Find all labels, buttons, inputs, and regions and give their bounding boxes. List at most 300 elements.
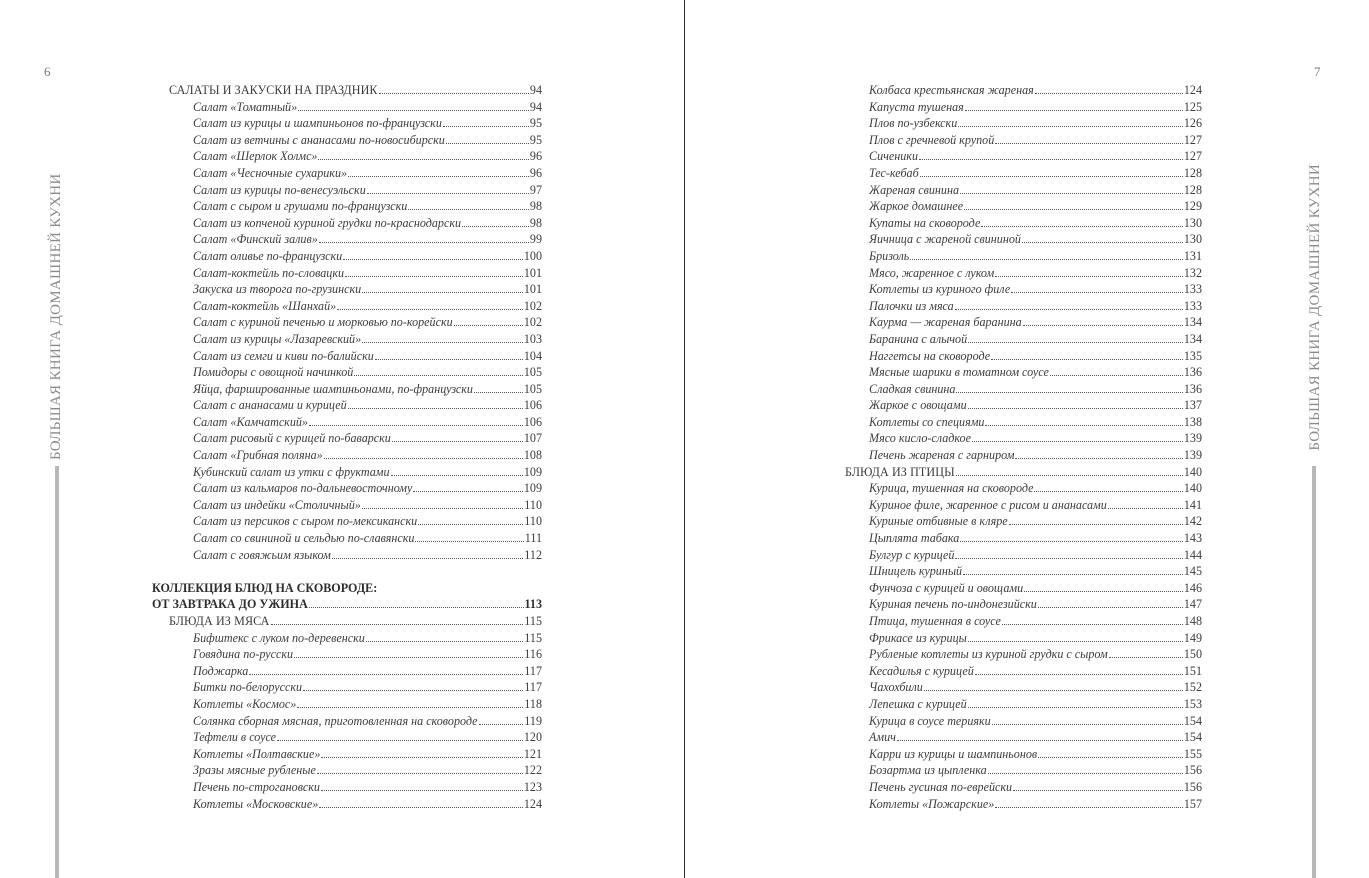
toc-entry-title: Каурма — жареная баранина bbox=[869, 315, 1022, 330]
toc-leader-dots bbox=[960, 541, 1183, 542]
toc-entry[interactable] bbox=[152, 762, 542, 779]
toc-entry[interactable] bbox=[828, 248, 1202, 265]
toc-entry[interactable] bbox=[152, 480, 542, 497]
toc-entry[interactable] bbox=[152, 663, 542, 680]
toc-entry-page: 133 bbox=[1183, 282, 1202, 297]
toc-entry-title: Жаркое домашнее bbox=[869, 199, 964, 214]
toc-entry[interactable] bbox=[152, 364, 542, 381]
toc-entry-page: 106 bbox=[523, 414, 542, 429]
toc-entry[interactable] bbox=[828, 364, 1202, 381]
toc-entry-title: Куриное филе, жаренное с рисом и ананасами bbox=[869, 497, 1107, 512]
toc-entry-page: 153 bbox=[1183, 696, 1202, 711]
toc-spacer bbox=[152, 563, 542, 580]
toc-entry-page: 134 bbox=[1183, 331, 1202, 346]
toc-entry[interactable] bbox=[152, 596, 542, 613]
toc-leader-dots bbox=[972, 441, 1183, 442]
toc-entry-title: Сиченики bbox=[869, 149, 919, 164]
toc-entry-title: Бозартма из цыпленка bbox=[869, 763, 987, 778]
toc-entry-title: Салат рисовый с курицей по-баварски bbox=[193, 431, 391, 446]
toc-entry-title: Солянка сборная мясная, приготовленная на сковороде bbox=[193, 713, 478, 728]
toc-entry[interactable] bbox=[152, 729, 542, 746]
toc-entry-title: Поджарка bbox=[193, 663, 249, 678]
toc-entry-page: 146 bbox=[1183, 580, 1202, 595]
toc-entry-page: 104 bbox=[523, 348, 542, 363]
toc-entry-title: Бризоль bbox=[869, 248, 910, 263]
toc-entry-page: 110 bbox=[524, 497, 542, 512]
toc-entry-page: 120 bbox=[523, 730, 542, 745]
toc-entry[interactable] bbox=[152, 646, 542, 663]
toc-entry-page: 149 bbox=[1183, 630, 1202, 645]
toc-entry[interactable] bbox=[828, 314, 1202, 331]
toc-leader-dots bbox=[271, 624, 524, 625]
toc-entry-title: Тес-кебаб bbox=[869, 165, 919, 180]
toc-entry[interactable] bbox=[828, 348, 1202, 365]
toc-leader-dots bbox=[1038, 607, 1183, 608]
toc-entry[interactable] bbox=[152, 447, 542, 464]
toc-entry[interactable] bbox=[152, 696, 542, 713]
toc-entry-page: 119 bbox=[524, 713, 542, 728]
toc-entry-page: 108 bbox=[523, 448, 542, 463]
toc-entry-page: 151 bbox=[1183, 663, 1202, 678]
toc-leader-dots bbox=[298, 110, 529, 111]
toc-entry[interactable] bbox=[828, 381, 1202, 398]
toc-entry-page: 135 bbox=[1183, 348, 1202, 363]
toc-entry[interactable] bbox=[152, 281, 542, 298]
toc-entry-page: 98 bbox=[529, 215, 542, 230]
toc-entry[interactable] bbox=[828, 679, 1202, 696]
toc-leader-dots bbox=[955, 558, 1182, 559]
toc-leader-dots bbox=[309, 425, 523, 426]
toc-entry-title: Котлеты «Космос» bbox=[193, 696, 297, 711]
toc-entry[interactable] bbox=[828, 464, 1202, 481]
toc-entry[interactable] bbox=[828, 713, 1202, 730]
toc-entry[interactable] bbox=[152, 348, 542, 365]
toc-entry[interactable] bbox=[152, 613, 542, 630]
toc-entry-page: 97 bbox=[529, 182, 542, 197]
toc-leader-dots bbox=[910, 259, 1183, 260]
toc-entry[interactable] bbox=[828, 513, 1202, 530]
toc-entry-title: Наггетсы на сковороде bbox=[869, 348, 991, 363]
toc-entry-page: 111 bbox=[524, 531, 542, 546]
toc-leader-dots bbox=[968, 408, 1183, 409]
toc-leader-dots bbox=[988, 773, 1183, 774]
toc-entry-title: Бифштекс с луком по-деревенски bbox=[193, 630, 365, 645]
toc-leader-dots bbox=[965, 110, 1183, 111]
toc-leader-dots bbox=[408, 209, 529, 210]
toc-entry-page: 127 bbox=[1183, 149, 1202, 164]
toc-leader-dots bbox=[956, 475, 1183, 476]
toc-entry[interactable] bbox=[152, 231, 542, 248]
toc-entry[interactable] bbox=[828, 298, 1202, 315]
toc-entry-title: Яичница с жареной свининой bbox=[869, 232, 1021, 247]
toc-entry[interactable] bbox=[152, 265, 542, 282]
toc-entry-title: Салат из ветчины с ананасами по-новосибирски bbox=[193, 132, 445, 147]
toc-leader-dots bbox=[1108, 508, 1183, 509]
toc-leader-dots bbox=[924, 690, 1183, 691]
toc-entry-title: Зразы мясные рубленые bbox=[193, 763, 316, 778]
toc-leader-dots bbox=[446, 143, 529, 144]
toc-leader-dots bbox=[391, 475, 523, 476]
toc-entry-title: Салат с говяжьим языком bbox=[193, 547, 331, 562]
toc-entry-title: БЛЮДА ИЗ ПТИЦЫ bbox=[845, 464, 955, 479]
toc-entry-page: 144 bbox=[1183, 547, 1202, 562]
toc-entry-page: 152 bbox=[1183, 680, 1202, 695]
toc-entry[interactable] bbox=[152, 497, 542, 514]
toc-entry-title: Жареная свинина bbox=[869, 182, 959, 197]
toc-entry-title: Курица в соусе терияки bbox=[869, 713, 991, 728]
toc-leader-dots bbox=[1024, 591, 1183, 592]
toc-leader-dots bbox=[991, 359, 1183, 360]
toc-entry-title: БЛЮДА ИЗ МЯСА bbox=[169, 614, 270, 628]
toc-entry-page: 128 bbox=[1183, 165, 1202, 180]
toc-entry[interactable] bbox=[828, 630, 1202, 647]
toc-entry[interactable] bbox=[152, 746, 542, 763]
toc-leader-dots bbox=[1023, 325, 1183, 326]
toc-leader-dots bbox=[375, 359, 523, 360]
toc-entry-page: 142 bbox=[1183, 514, 1202, 529]
right-page bbox=[685, 0, 1369, 878]
toc-entry-page: 128 bbox=[1183, 182, 1202, 197]
toc-entry-page: 125 bbox=[1183, 99, 1202, 114]
toc-entry[interactable] bbox=[152, 464, 542, 481]
toc-entry[interactable] bbox=[152, 397, 542, 414]
toc-entry-page: 154 bbox=[1183, 713, 1202, 728]
toc-entry-title: Фрикасе из курицы bbox=[869, 630, 967, 645]
toc-leader-dots bbox=[294, 657, 523, 658]
toc-entry-page: 113 bbox=[524, 597, 542, 612]
toc-leader-dots bbox=[995, 807, 1183, 808]
toc-leader-dots bbox=[309, 607, 524, 608]
toc-entry-page: 156 bbox=[1183, 763, 1202, 778]
toc-entry[interactable] bbox=[828, 746, 1202, 763]
toc-entry-page: 109 bbox=[523, 464, 542, 479]
toc-entry[interactable] bbox=[828, 265, 1202, 282]
toc-entry-page: 102 bbox=[523, 298, 542, 313]
toc-right bbox=[828, 82, 1202, 812]
toc-entry[interactable] bbox=[828, 547, 1202, 564]
toc-entry[interactable] bbox=[828, 480, 1202, 497]
toc-entry[interactable] bbox=[828, 82, 1202, 99]
toc-entry[interactable] bbox=[828, 580, 1202, 597]
toc-entry-title: Салат «Томатный» bbox=[193, 99, 298, 114]
toc-entry-title: Салат с куриной печенью и морковью по-корейски bbox=[193, 315, 453, 330]
toc-entry[interactable] bbox=[152, 331, 542, 348]
toc-leader-dots bbox=[981, 226, 1183, 227]
toc-entry-page: 150 bbox=[1183, 647, 1202, 662]
toc-leader-dots bbox=[968, 641, 1183, 642]
toc-entry-page: 148 bbox=[1183, 614, 1202, 628]
toc-entry-page: 102 bbox=[523, 315, 542, 330]
toc-entry-title: Салат «Финский залив» bbox=[193, 232, 318, 247]
toc-leader-dots bbox=[1050, 375, 1183, 376]
toc-entry-page: 139 bbox=[1183, 431, 1202, 446]
toc-entry-title: Плов с гречневой крупой bbox=[869, 132, 995, 147]
toc-entry-title: Салат с ананасами и курицей bbox=[193, 398, 347, 413]
toc-leader-dots bbox=[1035, 93, 1183, 94]
toc-leader-dots bbox=[345, 276, 523, 277]
toc-entry-page: 117 bbox=[524, 680, 542, 695]
toc-entry[interactable] bbox=[152, 430, 542, 447]
toc-entry[interactable] bbox=[152, 182, 542, 199]
toc-entry-page: 98 bbox=[529, 199, 542, 214]
toc-entry-page: 96 bbox=[529, 149, 542, 164]
toc-entry[interactable] bbox=[828, 530, 1202, 547]
toc-entry-title: Мясные шарики в томатном соусе bbox=[869, 365, 1049, 380]
toc-entry-page: 139 bbox=[1183, 448, 1202, 463]
toc-leader-dots bbox=[1034, 491, 1182, 492]
toc-leader-dots bbox=[321, 790, 523, 791]
toc-entry-page: 141 bbox=[1183, 497, 1202, 512]
toc-leader-dots bbox=[1013, 790, 1183, 791]
toc-entry-title: Фунчоза с курицей и овощами bbox=[869, 580, 1024, 595]
toc-entry-page: 107 bbox=[523, 431, 542, 446]
toc-entry[interactable] bbox=[828, 198, 1202, 215]
toc-entry-title: Печень жареная с гарниром bbox=[869, 448, 1015, 463]
toc-leader-dots bbox=[343, 259, 523, 260]
toc-entry-title: Сладкая свинина bbox=[869, 381, 956, 396]
toc-leader-dots bbox=[474, 392, 523, 393]
toc-entry[interactable] bbox=[152, 132, 542, 149]
toc-leader-dots bbox=[318, 159, 528, 160]
toc-entry[interactable] bbox=[152, 796, 542, 813]
toc-leader-dots bbox=[1011, 292, 1183, 293]
toc-entry[interactable] bbox=[152, 148, 542, 165]
toc-entry-title: Котлеты «Пожарские» bbox=[869, 796, 995, 811]
toc-leader-dots bbox=[995, 143, 1183, 144]
toc-entry-page: 94 bbox=[529, 99, 542, 114]
toc-leader-dots bbox=[992, 724, 1183, 725]
toc-entry-title: Салат с сыром и грушами по-французски bbox=[193, 199, 408, 214]
toc-entry[interactable] bbox=[152, 513, 542, 530]
toc-entry[interactable] bbox=[828, 613, 1202, 630]
toc-entry-title: Тефтели в соусе bbox=[193, 730, 277, 745]
toc-entry-page: 134 bbox=[1183, 315, 1202, 330]
toc-leader-dots bbox=[1038, 757, 1183, 758]
toc-leader-dots bbox=[963, 574, 1183, 575]
toc-leader-dots bbox=[919, 159, 1183, 160]
toc-entry-page: 109 bbox=[523, 481, 542, 496]
toc-entry-page: 101 bbox=[523, 282, 542, 297]
toc-entry-page: 140 bbox=[1183, 481, 1202, 496]
toc-leader-dots bbox=[392, 441, 523, 442]
toc-entry[interactable] bbox=[828, 596, 1202, 613]
toc-entry[interactable] bbox=[152, 314, 542, 331]
toc-entry-page: 136 bbox=[1183, 381, 1202, 396]
toc-leader-dots bbox=[964, 209, 1183, 210]
toc-entry-page: 100 bbox=[523, 248, 542, 263]
toc-entry[interactable] bbox=[152, 82, 542, 99]
toc-leader-dots bbox=[1009, 524, 1183, 525]
toc-entry-title: Курица, тушенная на сковороде bbox=[869, 481, 1034, 496]
toc-entry[interactable] bbox=[152, 215, 542, 232]
toc-entry[interactable] bbox=[152, 381, 542, 398]
toc-entry-title: Птица, тушенная в соусе bbox=[869, 614, 1001, 628]
toc-entry-title: Салат из копченой куриной грудки по-краснодарски bbox=[193, 215, 462, 230]
toc-entry-page: 116 bbox=[524, 647, 542, 662]
toc-entry[interactable] bbox=[828, 497, 1202, 514]
toc-entry-page: 106 bbox=[523, 398, 542, 413]
toc-entry-page: 126 bbox=[1183, 116, 1202, 131]
toc-entry[interactable] bbox=[828, 779, 1202, 796]
toc-leader-dots bbox=[348, 408, 523, 409]
toc-leader-dots bbox=[379, 93, 529, 94]
toc-entry-title: Битки по-белорусски bbox=[193, 680, 303, 695]
toc-entry-title: Салат из курицы «Лазаревский» bbox=[193, 331, 362, 346]
toc-entry[interactable] bbox=[152, 779, 542, 796]
toc-entry-page: 117 bbox=[524, 663, 542, 678]
toc-entry-page: 103 bbox=[523, 331, 542, 346]
toc-entry-page: 140 bbox=[1183, 464, 1202, 479]
toc-entry[interactable] bbox=[828, 414, 1202, 431]
toc-entry-title: Говядина по-русски bbox=[193, 647, 294, 662]
toc-entry-title: Салат из персиков с сыром по-мексикански bbox=[193, 514, 418, 529]
toc-entry[interactable] bbox=[152, 530, 542, 547]
toc-leader-dots bbox=[479, 724, 524, 725]
toc-entry-page: 157 bbox=[1183, 796, 1202, 811]
toc-entry[interactable] bbox=[828, 215, 1202, 232]
toc-entry[interactable] bbox=[152, 99, 542, 116]
toc-leader-dots bbox=[1015, 458, 1182, 459]
toc-entry-page: 115 bbox=[524, 614, 542, 628]
toc-entry[interactable] bbox=[828, 132, 1202, 149]
toc-leader-dots bbox=[995, 276, 1183, 277]
toc-entry[interactable] bbox=[828, 115, 1202, 132]
page-number-right: 7 bbox=[1314, 64, 1321, 79]
toc-entry-page: 122 bbox=[523, 763, 542, 778]
toc-leader-dots bbox=[415, 541, 523, 542]
toc-leader-dots bbox=[985, 425, 1182, 426]
toc-entry[interactable] bbox=[152, 198, 542, 215]
toc-leader-dots bbox=[348, 176, 529, 177]
toc-entry-title: ОТ ЗАВТРАКА ДО УЖИНА bbox=[152, 597, 308, 612]
toc-entry-title: Чахохбили bbox=[869, 680, 923, 695]
toc-entry[interactable] bbox=[152, 115, 542, 132]
toc-entry-page: 123 bbox=[523, 779, 542, 794]
toc-leader-dots bbox=[366, 641, 523, 642]
toc-entry-page: 99 bbox=[529, 232, 542, 247]
toc-entry[interactable] bbox=[152, 414, 542, 431]
toc-entry-title: Колбаса крестьянская жареная bbox=[869, 83, 1034, 97]
toc-entry-title: Амич bbox=[869, 730, 896, 745]
toc-entry-title: Салат-коктейль по-словацки bbox=[193, 265, 345, 280]
toc-leader-dots bbox=[362, 508, 523, 509]
toc-entry[interactable] bbox=[828, 182, 1202, 199]
toc-entry-title: Помидоры с овощной начинкой bbox=[193, 365, 354, 380]
toc-entry[interactable] bbox=[828, 165, 1202, 182]
toc-entry-title: Лепешка с курицей bbox=[869, 696, 967, 711]
toc-leader-dots bbox=[897, 740, 1183, 741]
toc-entry[interactable] bbox=[828, 729, 1202, 746]
toc-entry[interactable] bbox=[828, 397, 1202, 414]
toc-leader-dots bbox=[1022, 242, 1183, 243]
toc-leader-dots bbox=[337, 309, 523, 310]
toc-entry-title: Карри из курицы и шампиньонов bbox=[869, 746, 1038, 761]
side-title-left: БОЛЬШАЯ КНИГА ДОМАШНЕЙ КУХНИ bbox=[48, 173, 64, 460]
toc-entry-title: Шницель куриный bbox=[869, 564, 963, 579]
toc-entry-page: 115 bbox=[524, 630, 542, 645]
page-number-left: 6 bbox=[44, 64, 51, 79]
toc-entry[interactable] bbox=[828, 148, 1202, 165]
toc-entry[interactable] bbox=[152, 547, 542, 564]
toc-entry-title: Котлеты «Московские» bbox=[193, 796, 319, 811]
toc-leader-dots bbox=[960, 193, 1183, 194]
toc-entry[interactable] bbox=[152, 580, 542, 597]
toc-entry[interactable] bbox=[828, 696, 1202, 713]
toc-entry-title: Печень по-строгановски bbox=[193, 779, 320, 794]
toc-entry-page: 155 bbox=[1183, 746, 1202, 761]
toc-entry-title: Салат «Камчатский» bbox=[193, 414, 308, 429]
toc-entry-page: 124 bbox=[523, 796, 542, 811]
toc-entry-title: Жаркое с овощами bbox=[869, 398, 967, 413]
toc-entry-title: Салат «Чесночные сухарики» bbox=[193, 165, 348, 180]
toc-entry-page: 130 bbox=[1183, 232, 1202, 247]
toc-entry-title: Палочки из мяса bbox=[869, 298, 954, 313]
toc-entry[interactable] bbox=[828, 563, 1202, 580]
toc-entry-page: 132 bbox=[1183, 265, 1202, 280]
toc-entry-title: Котлеты из куриного филе bbox=[869, 282, 1011, 297]
toc-entry-title: Рубленые котлеты из куриной грудки с сыром bbox=[869, 647, 1108, 662]
toc-entry[interactable] bbox=[152, 630, 542, 647]
toc-entry-title: Куриные отбивные в кляре bbox=[869, 514, 1008, 529]
toc-entry-title: КОЛЛЕКЦИЯ БЛЮД НА СКОВОРОДЕ: bbox=[152, 580, 378, 595]
toc-entry[interactable] bbox=[828, 430, 1202, 447]
toc-entry[interactable] bbox=[828, 762, 1202, 779]
toc-leader-dots bbox=[317, 773, 523, 774]
toc-entry[interactable] bbox=[828, 331, 1202, 348]
toc-entry-title: Печень гусиная по-еврейски bbox=[869, 779, 1013, 794]
side-bar-left bbox=[55, 466, 59, 878]
toc-entry-title: Цыплята табака bbox=[869, 531, 960, 546]
toc-entry[interactable] bbox=[828, 663, 1202, 680]
toc-entry-title: Баранина с алычой bbox=[869, 331, 968, 346]
toc-entry[interactable] bbox=[828, 796, 1202, 813]
toc-entry-title: Капуста тушеная bbox=[869, 99, 964, 114]
toc-entry-title: Плов по-узбекски bbox=[869, 116, 958, 131]
toc-entry-title: Салат «Грибная поляна» bbox=[193, 448, 323, 463]
toc-entry[interactable] bbox=[152, 679, 542, 696]
toc-entry[interactable] bbox=[828, 646, 1202, 663]
toc-entry-title: Купаты на сковороде bbox=[869, 215, 981, 230]
toc-entry-title: Яйца, фаршированные шампиньонами, по-французски bbox=[193, 381, 473, 396]
toc-entry-page: 130 bbox=[1183, 215, 1202, 230]
toc-entry-page: 138 bbox=[1183, 414, 1202, 429]
toc-leader-dots bbox=[955, 309, 1183, 310]
toc-entry[interactable] bbox=[828, 231, 1202, 248]
toc-entry-title: Салат оливье по-французски bbox=[193, 248, 343, 263]
toc-leader-dots bbox=[958, 126, 1183, 127]
toc-entry[interactable] bbox=[828, 447, 1202, 464]
toc-entry-page: 101 bbox=[523, 265, 542, 280]
toc-entry[interactable] bbox=[152, 298, 542, 315]
toc-leader-dots bbox=[1109, 657, 1183, 658]
toc-entry[interactable] bbox=[152, 165, 542, 182]
toc-entry-page: 95 bbox=[529, 116, 542, 131]
toc-entry-page: 154 bbox=[1183, 730, 1202, 745]
toc-entry[interactable] bbox=[152, 248, 542, 265]
toc-leader-dots bbox=[413, 491, 522, 492]
toc-entry[interactable] bbox=[152, 713, 542, 730]
toc-entry-title: Салат из курицы и шампиньонов по-французски bbox=[193, 116, 442, 131]
toc-entry-title: Салат из индейки «Столичный» bbox=[193, 497, 361, 512]
toc-entry-title: Салат «Шерлок Холмс» bbox=[193, 149, 318, 164]
side-bar-right bbox=[1312, 466, 1316, 878]
toc-entry[interactable] bbox=[828, 281, 1202, 298]
toc-entry-page: 112 bbox=[524, 547, 542, 562]
toc-leader-dots bbox=[249, 674, 523, 675]
toc-entry-title: Мясо, жаренное с луком bbox=[869, 265, 995, 280]
toc-leader-dots bbox=[319, 807, 523, 808]
toc-entry[interactable] bbox=[828, 99, 1202, 116]
